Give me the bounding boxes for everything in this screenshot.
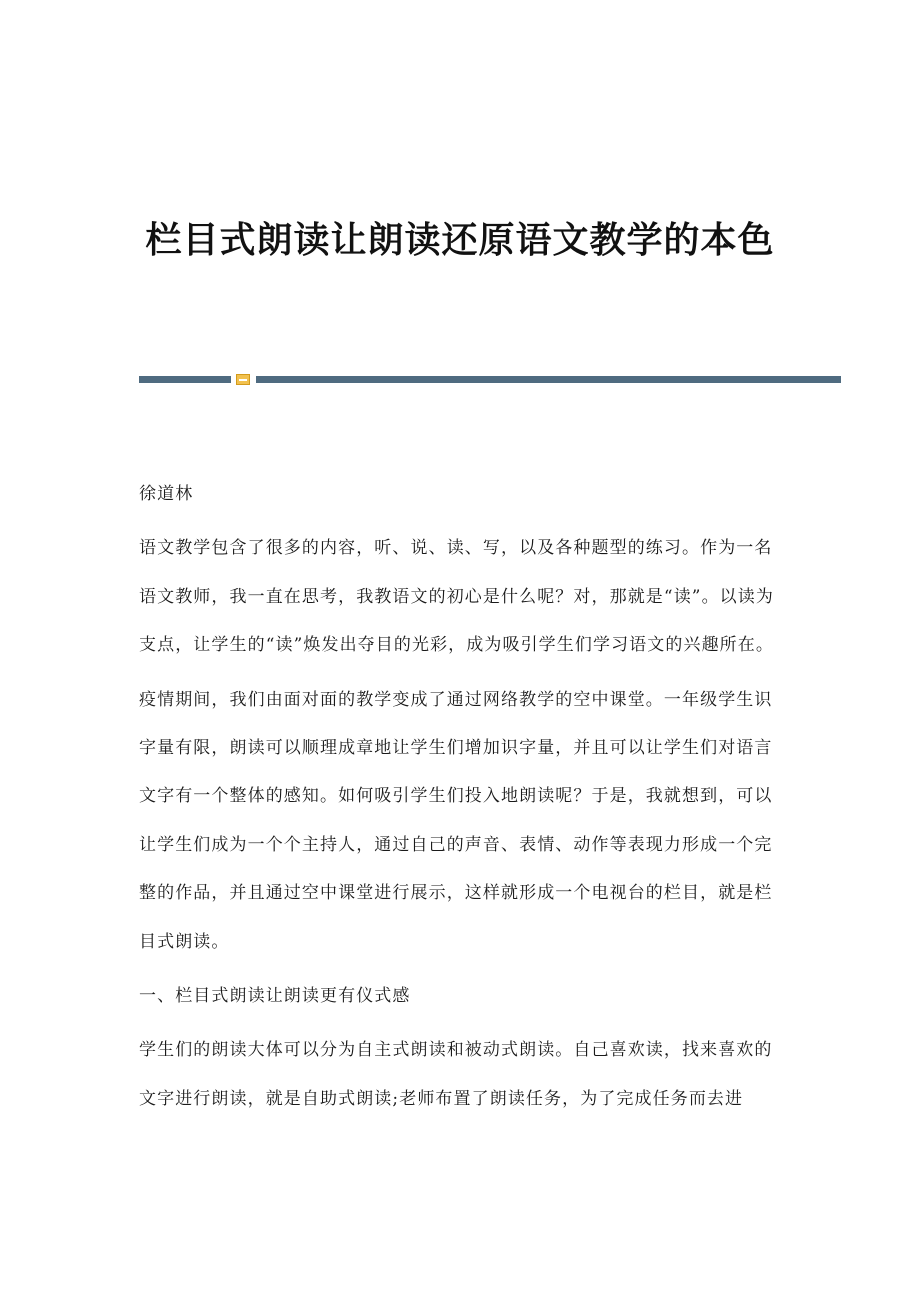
paragraph-section-1: 学生们的朗读大体可以分为自主式朗读和被动式朗读。自己喜欢读，找来喜欢的文字进行朗读，就是自助式朗读;老师布置了朗读任务，为了完成任务而去进 xyxy=(139,1040,773,1109)
paragraph-intro: 语文教学包含了很多的内容，听、说、读、写，以及各种题型的练习。作为一名语文教师，我一直在思考，我教语文的初心是什么呢？对，那就是“读”。以读为支点，让学生的“读”焕发出夺目的光彩，成为吸引学生们学习语文的兴趣所在。 xyxy=(139,538,774,656)
author-name: 徐道林 xyxy=(139,484,194,504)
title-divider xyxy=(139,374,841,384)
section-heading-1: 一、栏目式朗读让朗读更有仪式感 xyxy=(139,986,411,1007)
divider-bar-left xyxy=(139,376,231,383)
divider-bar-right xyxy=(256,376,841,383)
document-title: 栏目式朗读让朗读还原语文教学的本色 xyxy=(145,219,775,261)
document-body xyxy=(139,470,789,1129)
paragraph-background: 疫情期间，我们由面对面的教学变成了通过网络教学的空中课堂。一年级学生识字量有限，朗读可以顺理成章地让学生们增加识字量，并且可以让学生们对语言文字有一个整体的感知。如何吸引学生们投入地朗读呢？于是，我就想到，可以让学生们成为一个个主持人，通过自己的声音、表情、动作等表现力形成一个完整的作品，并且通过空中课堂进行展示，这样就形成一个电视台的栏目，就是栏目式朗读。 xyxy=(139,689,773,952)
divider-marker-icon xyxy=(236,374,250,385)
